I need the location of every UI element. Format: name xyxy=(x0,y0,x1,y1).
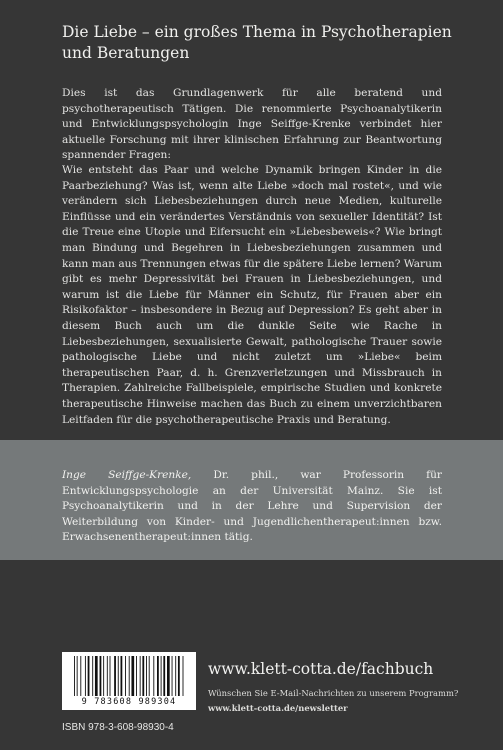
newsletter-link[interactable]: www.klett-cotta.de/newsletter xyxy=(208,703,348,713)
barcode-bar xyxy=(114,656,116,696)
barcode-bar xyxy=(80,656,81,696)
barcode-bars xyxy=(72,656,186,696)
barcode-bar xyxy=(157,656,159,696)
barcode-bar xyxy=(103,656,104,696)
author-bio xyxy=(62,468,442,546)
barcode-bar xyxy=(92,656,93,696)
barcode-bar xyxy=(163,656,165,696)
barcode-bar xyxy=(88,656,90,696)
barcode-bar xyxy=(146,656,147,696)
barcode-bar xyxy=(167,656,170,696)
barcode-bar xyxy=(118,656,119,696)
barcode-bar xyxy=(100,656,102,696)
barcode-bar xyxy=(110,656,111,696)
barcode-bar xyxy=(85,656,86,696)
newsletter-question: Wünschen Sie E-Mail-Nachrichten zu unserem Programm? xyxy=(208,688,459,698)
barcode-bar xyxy=(121,656,123,696)
barcode-bar xyxy=(178,656,180,696)
barcode-bar xyxy=(129,656,130,696)
barcode-bar xyxy=(183,656,184,696)
barcode-bar xyxy=(77,656,78,696)
barcode-bar xyxy=(125,656,126,696)
barcode-bar xyxy=(172,656,173,696)
barcode-bar xyxy=(140,656,141,696)
barcode-bar xyxy=(74,656,75,696)
barcode-bar xyxy=(95,656,98,696)
barcode-digits: 9 783608 989304 xyxy=(81,697,177,707)
barcode-bar xyxy=(161,656,162,696)
barcode xyxy=(62,652,196,710)
author-name: Inge Seiffge-Krenke, xyxy=(62,469,192,481)
publisher-url[interactable]: www.klett-cotta.de/fachbuch xyxy=(208,660,434,678)
barcode-bar xyxy=(142,656,144,696)
isbn-number: ISBN 978-3-608-98930-4 xyxy=(62,722,174,733)
barcode-bar xyxy=(107,656,108,696)
intro-paragraph: Dies ist das Grundlagenwerk für alle beratend und psychotherapeutisch Tätigen. Die renommierte Psychoanalytikerin und Entwicklungspsychologin Inge Seiffge-Krenke verbindet hier aktuelle Forschung mit ihrer klinischen Erfahrung zur Beantwortung spannender Fragen: xyxy=(62,87,442,162)
barcode-bar xyxy=(153,656,154,696)
barcode-bar xyxy=(175,656,176,696)
barcode-bar xyxy=(136,656,137,696)
description-paragraph: Wie entsteht das Paar und welche Dynamik bringen Kinder in die Paarbeziehung? Was ist, wenn alte Liebe »doch mal rostet«, und wie verändern sich Liebesbeziehungen durch neue Medien, kulturelle Einflüsse und ein verändertes Verständnis von sexueller Identität? Ist die Treue eine Utopie und Eifersucht ein »Liebesbeweis«? Wie bringt man Bindung und Begehren in Liebesbeziehungen zusammen und kann man aus Trennungen etwas für die spätere Liebe lernen? Warum gibt es mehr Depressivität bei Frauen in Liebesbeziehungen, und warum ist die Liebe für Männer ein Schutz, für Frauen aber ein Risikofaktor – insbesondere in Bezug auf Depression? Es geht aber in diesem Buch auch um die dunkle Seite wie Rache in Liebesbeziehungen, sexualisierte Gewalt, pathologische Trauer sowie pathologische Liebe und nicht zuletzt um »Liebe« beim therapeutischen Paar, d. h. Grenzverletzungen und Missbrauch in Therapien. Zahlreiche Fallbeispiele, empirische Studien und konkrete therapeutische Hinweise machen das Buch zu einem unverzichtbaren Leitfaden für die psychotherapeutische Praxis und Beratung. xyxy=(62,164,442,426)
author-bio-text: Dr. phil., war Professorin für Entwicklungspsychologie an der Universität Mainz. Sie ist Psychoanalytikerin und in der Lehre und Supervision der Weiterbildung von Kinder- und Jugendlichentherapeut:innen bzw. Erwachsenentherapeut:innen tätig. xyxy=(62,469,442,544)
barcode-bar xyxy=(131,656,134,696)
barcode-bar xyxy=(149,656,150,696)
back-cover-title: Die Liebe – ein großes Thema in Psychotherapien und Beratungen xyxy=(62,23,452,62)
